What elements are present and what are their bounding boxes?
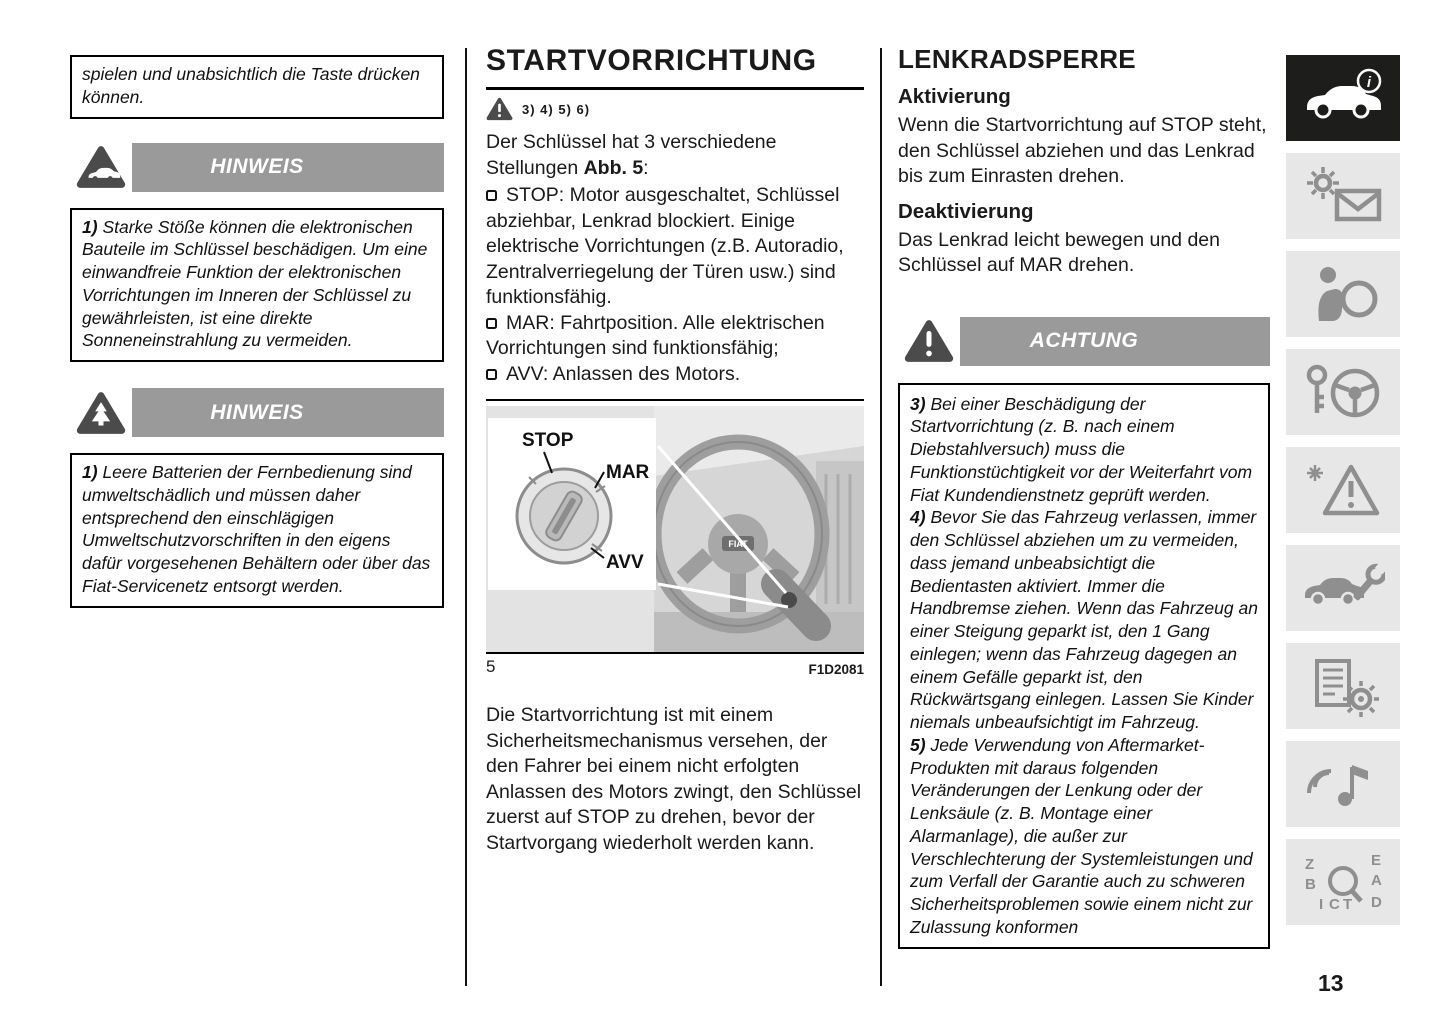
warning-box xyxy=(898,383,1270,949)
section-title: STARTVORRICHTUNG xyxy=(486,44,864,90)
square-bullet-icon xyxy=(486,369,497,380)
notice-box-2 xyxy=(70,453,444,608)
warning-item xyxy=(910,393,1258,507)
activation-paragraph: Wenn die Startvorrichtung auf STOP steht, den Schlüssel abziehen und das Lenkrad bis zum Einrasten drehen. xyxy=(898,114,1267,187)
page-number: 13 xyxy=(1318,970,1344,996)
deactivation-heading: Deaktivierung xyxy=(898,199,1034,223)
notice-ref: 1) xyxy=(82,216,98,237)
svg-text:Z: Z xyxy=(1305,856,1315,873)
figure-label-stop: STOP xyxy=(522,430,574,451)
list-item-text: STOP: Motor ausgeschaltet, Schlüssel abziehbar, Lenkrad blockiert. Einige elektrische Vorrichtungen (z.B. Autoradio, Zentralverriegelung der Türen usw.) sind funktionsfähig. xyxy=(486,184,844,308)
figure-reference: Abb. 5 xyxy=(583,156,644,179)
warning-triangle-icon xyxy=(1301,459,1385,521)
tree-warning-triangle-icon xyxy=(76,390,126,436)
footnote-references: 3) 4) 5) 6) xyxy=(522,101,591,117)
middle-column xyxy=(486,44,864,856)
banner-label: HINWEIS xyxy=(210,155,304,178)
svg-text:i: i xyxy=(1366,74,1372,91)
right-column xyxy=(898,44,1270,949)
car-info-icon xyxy=(1301,67,1385,129)
chapter-tab-safety xyxy=(1286,251,1400,337)
car-warning-triangle-icon xyxy=(76,144,126,190)
multimedia-icon xyxy=(1301,753,1385,815)
notice-body: Leere Batterien der Fernbedienung sind umweltschädlich und müssen daher entsprechend den einschlägigen Umweltschutzvorschriften in den eigens dafür vorgesehenen Behältern oder über das Fiat-Servicenetz entsorgt werden. xyxy=(82,462,431,596)
intro-paragraph xyxy=(486,130,864,181)
column-divider xyxy=(465,48,467,986)
notice-box-1 xyxy=(70,208,444,363)
chapter-tab-instrument-panel xyxy=(1286,153,1400,239)
ignition-figure-image xyxy=(486,406,864,652)
chapter-tab-emergency xyxy=(1286,447,1400,533)
list-item xyxy=(486,311,864,362)
chapter-tab-strip xyxy=(1286,55,1400,925)
list-item xyxy=(486,362,864,388)
specs-gear-icon xyxy=(1301,655,1385,717)
deactivation-paragraph: Das Lenkrad leicht bewegen und den Schlüssel auf MAR drehen. xyxy=(898,228,1220,276)
square-bullet-icon xyxy=(486,318,497,329)
notice-ref: 1) xyxy=(82,462,98,482)
svg-text:E: E xyxy=(1371,852,1382,869)
figure-code: F1D2081 xyxy=(808,662,864,677)
achtung-banner xyxy=(898,317,1270,366)
exclamation-warning-triangle-icon xyxy=(904,318,954,364)
hinweis-banner-2 xyxy=(70,388,444,437)
key-position-list xyxy=(486,183,864,387)
figure-number: 5 xyxy=(486,657,496,676)
chapter-tab-starting-driving xyxy=(1286,349,1400,435)
activation-heading: Aktivierung xyxy=(898,85,1011,108)
warning-text: Bei einer Beschädigung der Startvorrichtung (z. B. nach einem Diebstahlversuch) muss die Funktionstüchtigkeit vor der Weiterfahrt vom Fiat Kundendienstnetz geprüft werden. xyxy=(910,393,1253,505)
chapter-tab-index xyxy=(1286,839,1400,925)
list-item-text: AVV: Anlassen des Motors. xyxy=(506,362,741,385)
banner-icon-box xyxy=(70,388,132,437)
svg-text:T: T xyxy=(1343,896,1353,913)
svg-text:B: B xyxy=(1305,876,1316,893)
warning-lights-icon xyxy=(1301,165,1385,227)
warning-text: Bevor Sie das Fahrzeug verlassen, immer den Schlüssel abziehen um zu vermeiden, dass jemand unbeabsichtigt die Bedientasten aktiviert. Immer die Handbremse ziehen. Wenn das Fahrzeug an einer Steigung geparkt ist, den 1 Gang einlegen; wenn das Fahrzeug dagegen an einem Gefälle geparkt ist, den Rückwärtsgang einlegen. Lassen Sie Kinder niemals unbeaufsichtigt im Fahrzeug. xyxy=(910,507,1258,732)
notice-text xyxy=(82,461,432,598)
banner-icon-box xyxy=(898,317,960,366)
notice-text xyxy=(82,216,432,353)
warning-text: Jede Verwendung von Aftermarket-Produkten mit daraus folgenden Veränderungen der Lenkung oder der Lenksäule (z. B. Montage einer Alarmanlage), die außer zur Verschlechterung der Systemleistungen und zum Verfall der Garantie auch zu schweren Sicherheitsproblemen sowie einem nicht zur Zulassung konformen xyxy=(910,734,1253,937)
banner-icon-box xyxy=(70,143,132,192)
notice-body: Starke Stöße können die elektronischen Bauteile im Schlüssel beschädigen. Um eine einwandfreie Funktion der elektronischen Vorrichtungen im Inneren der Schlüssel zu gewährleisten, ist eine direkte Sonneneinstrahlung zu vermeiden. xyxy=(82,216,428,351)
warning-ref: 5) xyxy=(910,734,926,755)
alphabetical-index-icon xyxy=(1301,851,1385,913)
safety-mechanism-paragraph: Die Startvorrichtung ist mit einem Sicherheitsmechanismus versehen, der den Fahrer bei einem nicht erfolgten Anlassen des Motors zwingt, den Schlüssel zuerst auf STOP zu drehen, bevor der Startvorgang wiederholt werden kann. xyxy=(486,704,862,854)
chapter-tab-multimedia xyxy=(1286,741,1400,827)
svg-text:I: I xyxy=(1319,896,1324,913)
intro-colon: : xyxy=(643,156,649,179)
warning-item xyxy=(910,734,1258,939)
intro-text: Der Schlüssel hat 3 verschiedene Stellungen xyxy=(486,131,777,179)
car-wrench-icon xyxy=(1301,557,1385,619)
list-item xyxy=(486,183,864,311)
chapter-tab-technical-data xyxy=(1286,643,1400,729)
svg-text:C: C xyxy=(1329,896,1340,913)
figure-ignition-positions xyxy=(486,399,864,677)
list-item-text: MAR: Fahrtposition. Alle elektrischen Vorrichtungen sind funktionsfähig; xyxy=(486,311,825,359)
airbag-icon xyxy=(1301,263,1385,325)
figure-caption xyxy=(486,652,864,677)
chapter-tab-maintenance xyxy=(1286,545,1400,631)
figure-label-mar: MAR xyxy=(606,462,650,483)
continuation-text: spielen und unabsichtlich die Taste drücken können. xyxy=(82,64,420,107)
warning-ref: 4) xyxy=(910,507,926,528)
steering-hub-badge: FIAT xyxy=(728,539,748,549)
key-steering-icon xyxy=(1301,361,1385,423)
warning-ref: 3) xyxy=(910,393,926,414)
continuation-text-box xyxy=(70,55,444,119)
left-column xyxy=(70,55,444,608)
figure-label-avv: AVV xyxy=(606,552,644,573)
banner-label: HINWEIS xyxy=(210,400,304,424)
square-bullet-icon xyxy=(486,190,497,201)
warning-triangle-icon xyxy=(486,97,513,121)
svg-text:A: A xyxy=(1371,872,1382,889)
banner-label: ACHTUNG xyxy=(1029,329,1139,352)
section-title: LENKRADSPERRE xyxy=(898,44,1136,74)
hinweis-banner-1 xyxy=(70,143,444,192)
chapter-tab-vehicle-overview xyxy=(1286,55,1400,141)
warning-references-row xyxy=(486,97,864,121)
svg-text:D: D xyxy=(1371,894,1382,911)
column-divider xyxy=(880,48,882,986)
warning-item xyxy=(910,506,1258,734)
